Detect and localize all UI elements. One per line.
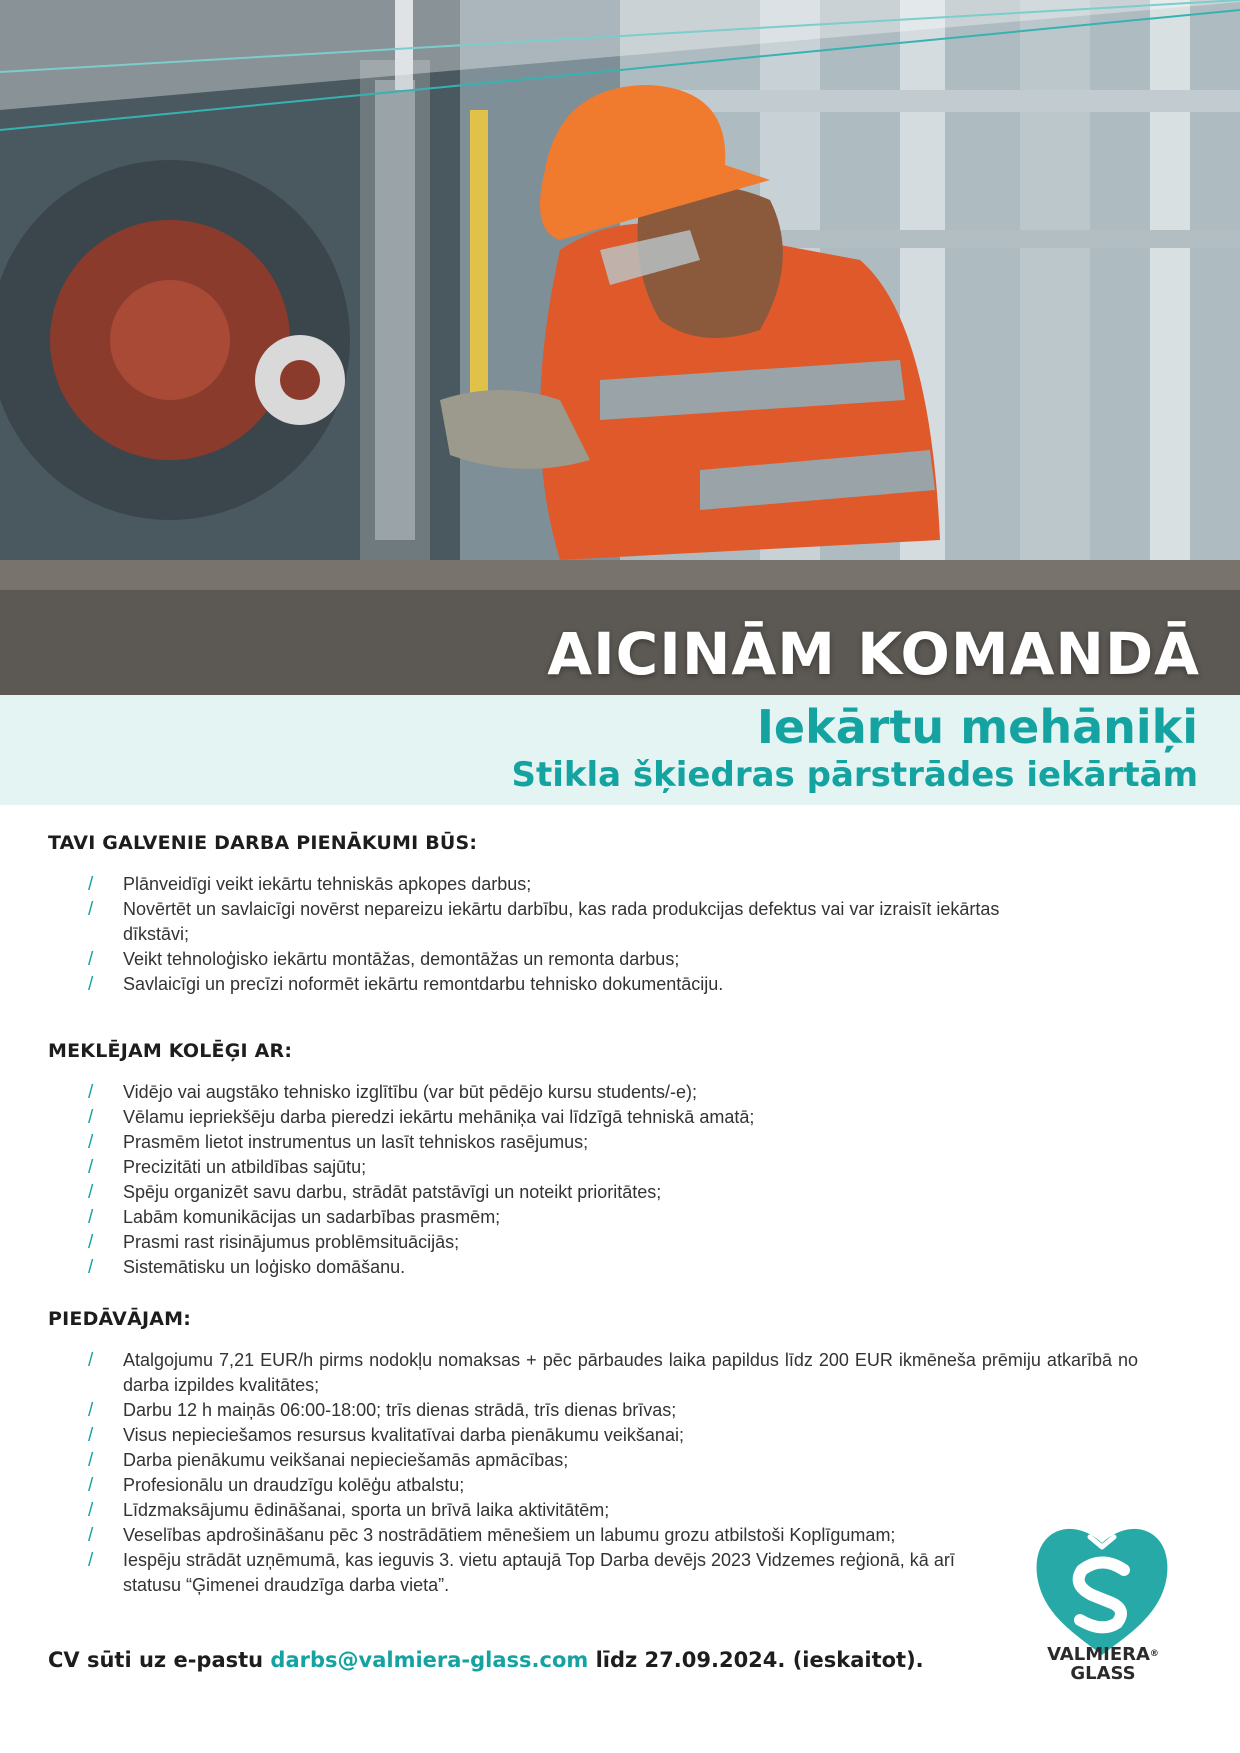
list-item: / Sistemātisku un loģisko domāšanu. xyxy=(88,1257,406,1278)
bullet-slash: / xyxy=(88,949,94,970)
duties-list xyxy=(48,872,1148,997)
list-item: / Iespēju strādāt uzņēmumā, kas ieguvis 3. vietu aptaujā Top Darba devējs 2023 Vidzemes reģionā, kā arī statusu “Ģimenei draudzīga darba vieta”. xyxy=(88,1550,955,1595)
bullet-slash: / xyxy=(88,1232,94,1253)
list-item: / Novērtēt un savlaicīgi novērst nepareizu iekārtu darbību, kas rada produkcijas defektus vai var izraisīt iekārtas dīkstāvi; xyxy=(88,899,1000,944)
hero-photo xyxy=(0,0,1240,695)
duties-heading: TAVI GALVENIE DARBA PIENĀKUMI BŪS: xyxy=(48,832,478,854)
hero-title: AICINĀM KOMANDĀ xyxy=(547,620,1200,688)
offer-section xyxy=(48,1308,1148,1598)
list-item: / Spēju organizēt savu darbu, strādāt patstāvīgi un noteikt prioritātes; xyxy=(88,1182,662,1203)
requirements-list xyxy=(48,1080,1148,1280)
duties-section xyxy=(48,832,1148,997)
bullet-slash: / xyxy=(88,1082,94,1103)
list-item: / Līdzmaksājumu ēdināšanai, sporta un brīvā laika aktivitātēm; xyxy=(88,1500,610,1521)
list-item: / Veikt tehnoloģisko iekārtu montāžas, demontāžas un remonta darbus; xyxy=(88,949,680,970)
bullet-slash: / xyxy=(88,1350,94,1371)
list-item: / Darbu 12 h maiņās 06:00-18:00; trīs dienas strādā, trīs dienas brīvas; xyxy=(88,1400,677,1421)
email-link[interactable]: darbs@valmiera-glass.com xyxy=(270,1648,589,1672)
bullet-slash: / xyxy=(88,1475,94,1496)
list-item: / Labām komunikācijas un sadarbības prasmēm; xyxy=(88,1207,501,1228)
bullet-slash: / xyxy=(88,1107,94,1128)
hero-illustration xyxy=(0,0,1240,695)
bullet-slash: / xyxy=(88,1207,94,1228)
bullet-slash: / xyxy=(88,1525,94,1546)
bullet-slash: / xyxy=(88,1257,94,1278)
list-item: / Darba pienākumu veikšanai nepieciešamās apmācības; xyxy=(88,1450,569,1471)
footer-suffix: līdz 27.09.2024. (ieskaitot). xyxy=(588,1648,924,1672)
list-item: / Prasmēm lietot instrumentus un lasīt tehniskos rasējumus; xyxy=(88,1132,589,1153)
bullet-slash: / xyxy=(88,899,94,920)
bullet-slash: / xyxy=(88,1500,94,1521)
logo-wordmark: VALMIERA® GLASS xyxy=(1047,1644,1159,1684)
list-item: / Prasmi rast risinājumus problēmsituācijās; xyxy=(88,1232,460,1253)
list-item: / Savlaicīgi un precīzi noformēt iekārtu remontdarbu tehnisko dokumentāciju. xyxy=(88,974,724,995)
offer-heading: PIEDĀVĀJAM: xyxy=(48,1308,192,1330)
requirements-heading: MEKLĒJAM KOLĒĢI AR: xyxy=(48,1040,293,1062)
list-item: / Vēlamu iepriekšēju darba pieredzi iekārtu mehāniķa vai līdzīgā tehniskā amatā; xyxy=(88,1107,755,1128)
bullet-slash: / xyxy=(88,1450,94,1471)
bullet-slash: / xyxy=(88,1132,94,1153)
job-subtitle: Stikla šķiedras pārstrādes iekārtām xyxy=(511,755,1198,795)
job-title: Iekārtu mehāniķi xyxy=(756,700,1198,754)
bullet-slash: / xyxy=(88,1550,94,1571)
offer-list xyxy=(48,1348,1148,1598)
footer-prefix: CV sūti uz e-pastu xyxy=(48,1648,271,1672)
list-item: / Profesionālu un draudzīgu kolēģu atbalstu; xyxy=(88,1475,465,1496)
list-item: / Atalgojumu 7,21 EUR/h pirms nodokļu nomaksas + pēc pārbaudes laika papildus līdz 200 EUR ikmēneša prēmiju atkarībā no darba izpildes kvalitātes; xyxy=(88,1350,1138,1395)
list-item: / Precizitāti un atbildības sajūtu; xyxy=(88,1157,367,1178)
bullet-slash: / xyxy=(88,1400,94,1421)
requirements-section xyxy=(48,1040,1148,1280)
list-item: / Visus nepieciešamos resursus kvalitatīvai darba pienākumu veikšanai; xyxy=(88,1425,684,1446)
list-item: / Plānveidīgi veikt iekārtu tehniskās apkopes darbus; xyxy=(88,874,532,895)
bullet-slash: / xyxy=(88,1157,94,1178)
footer-contact xyxy=(48,1648,924,1672)
list-item: / Veselības apdrošināšanu pēc 3 nostrādātiem mēnešiem un labumu grozu atbilstoši Koplīgumam; xyxy=(88,1525,896,1546)
list-item: / Vidējo vai augstāko tehnisko izglītību (var būt pēdējo kursu students/-e); xyxy=(88,1082,697,1103)
bullet-slash: / xyxy=(88,1425,94,1446)
bullet-slash: / xyxy=(88,874,94,895)
bullet-slash: / xyxy=(88,974,94,995)
bullet-slash: / xyxy=(88,1182,94,1203)
